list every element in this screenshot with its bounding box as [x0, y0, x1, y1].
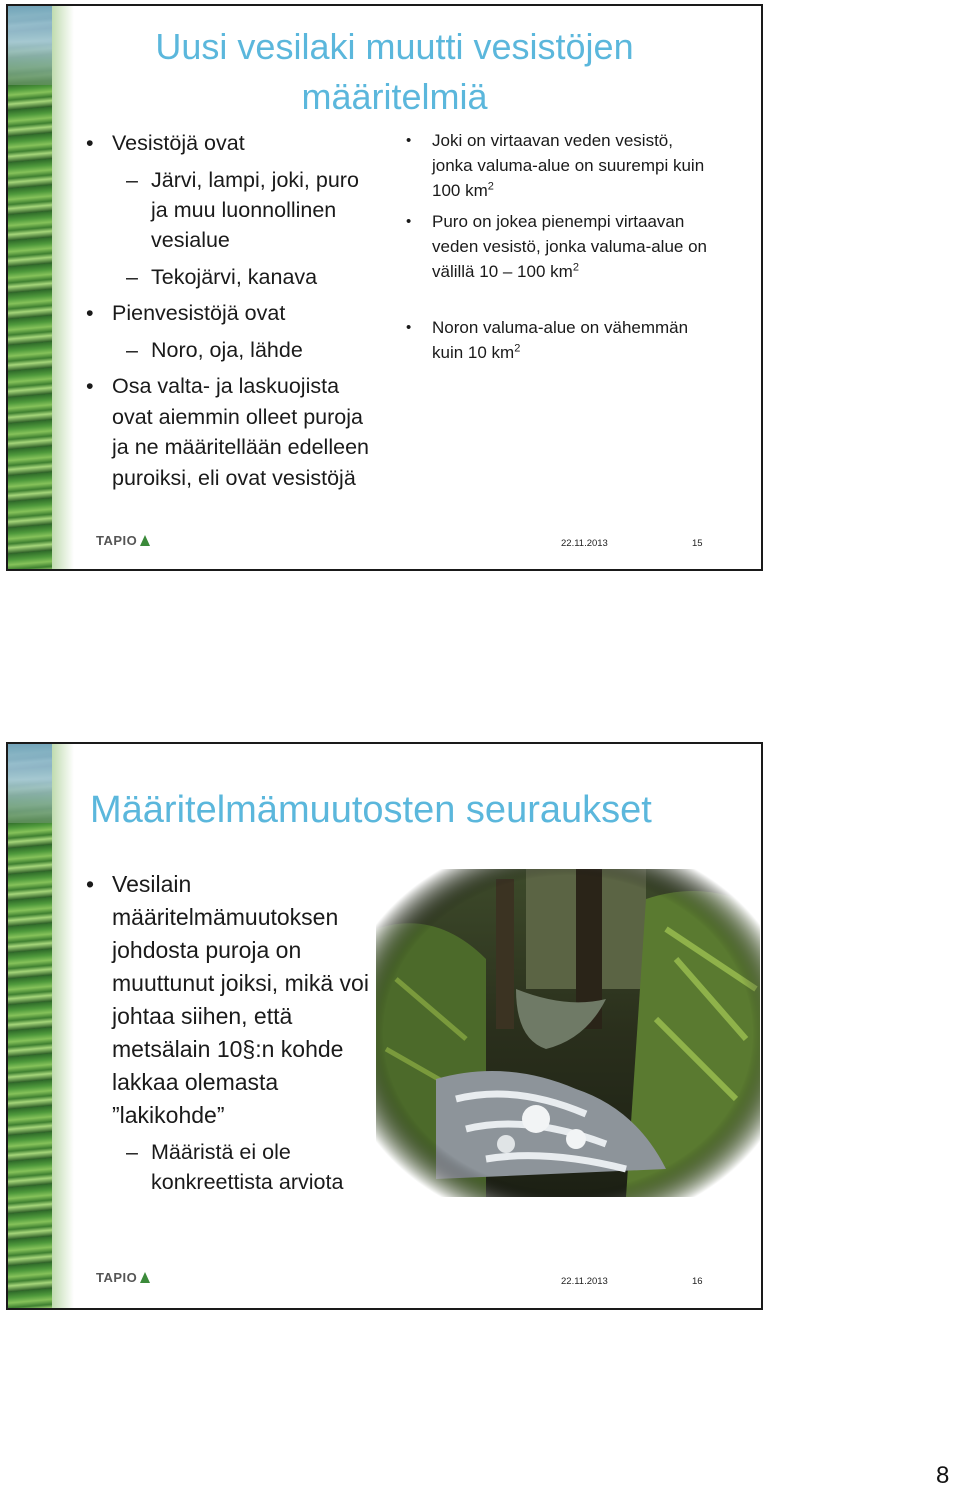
- tapio-logo: TAPIO: [96, 533, 150, 548]
- slide-number: 16: [692, 1276, 703, 1287]
- bullet-item: • Pienvesistöjä ovat: [86, 301, 286, 325]
- definition-bullet-noro: • Noron valuma-alue on vähemmän kuin 10 $km^2$: [406, 318, 689, 362]
- bullet-item: • Vesistöjä ovat: [86, 131, 245, 155]
- tree-icon: [140, 535, 150, 546]
- definition-bullet-joki: • Joki on virtaavan veden vesistö, jonka valuma-alue on suurempi kuin 100 $km^2$: [406, 131, 705, 200]
- sub-bullet-item: – Määristä ei ole konkreettista arviota: [126, 1140, 344, 1194]
- slide-15: [6, 4, 763, 571]
- definition-bullet-puro: • Puro on jokea pienempi virtaavan veden vesistö, jonka valuma-alue on välillä 10 – 100 $km^2$: [406, 212, 707, 281]
- sub-bullet-item: – Järvi, lampi, joki, puro ja muu luonnollinen vesialue: [126, 168, 359, 252]
- slide-date: 22.11.2013: [561, 538, 608, 549]
- tree-icon: [140, 1272, 150, 1283]
- sub-bullet-item: – Tekojärvi, kanava: [126, 265, 318, 289]
- slide-title: Uusi vesilaki muutti vesistöjen määritelmiä: [155, 26, 634, 117]
- forest-strip-image: [8, 6, 52, 569]
- slide-number: 15: [692, 538, 703, 549]
- bullet-item: • Vesilain määritelmämuutoksen johdosta puroja on muuttunut joiksi, mikä voi johtaa siihen, että metsälain 10§:n kohde lakkaa olemasta ”lakikohde”: [86, 871, 369, 1128]
- bullet-item: • Osa valta- ja laskuojista ovat aiemmin olleet puroja ja ne määritellään edelleen puroiksi, eli ovat vesistöjä: [86, 374, 369, 490]
- forest-stream-photo: [376, 869, 760, 1197]
- slide-date: 22.11.2013: [561, 1276, 608, 1287]
- page-number: 8: [936, 1462, 950, 1489]
- slide-title: Määritelmämuutosten seuraukset: [90, 789, 652, 831]
- tapio-logo: TAPIO: [96, 1270, 150, 1285]
- slide-16: [6, 742, 763, 1310]
- sub-bullet-item: – Noro, oja, lähde: [126, 338, 303, 362]
- forest-strip-image: [8, 744, 52, 1308]
